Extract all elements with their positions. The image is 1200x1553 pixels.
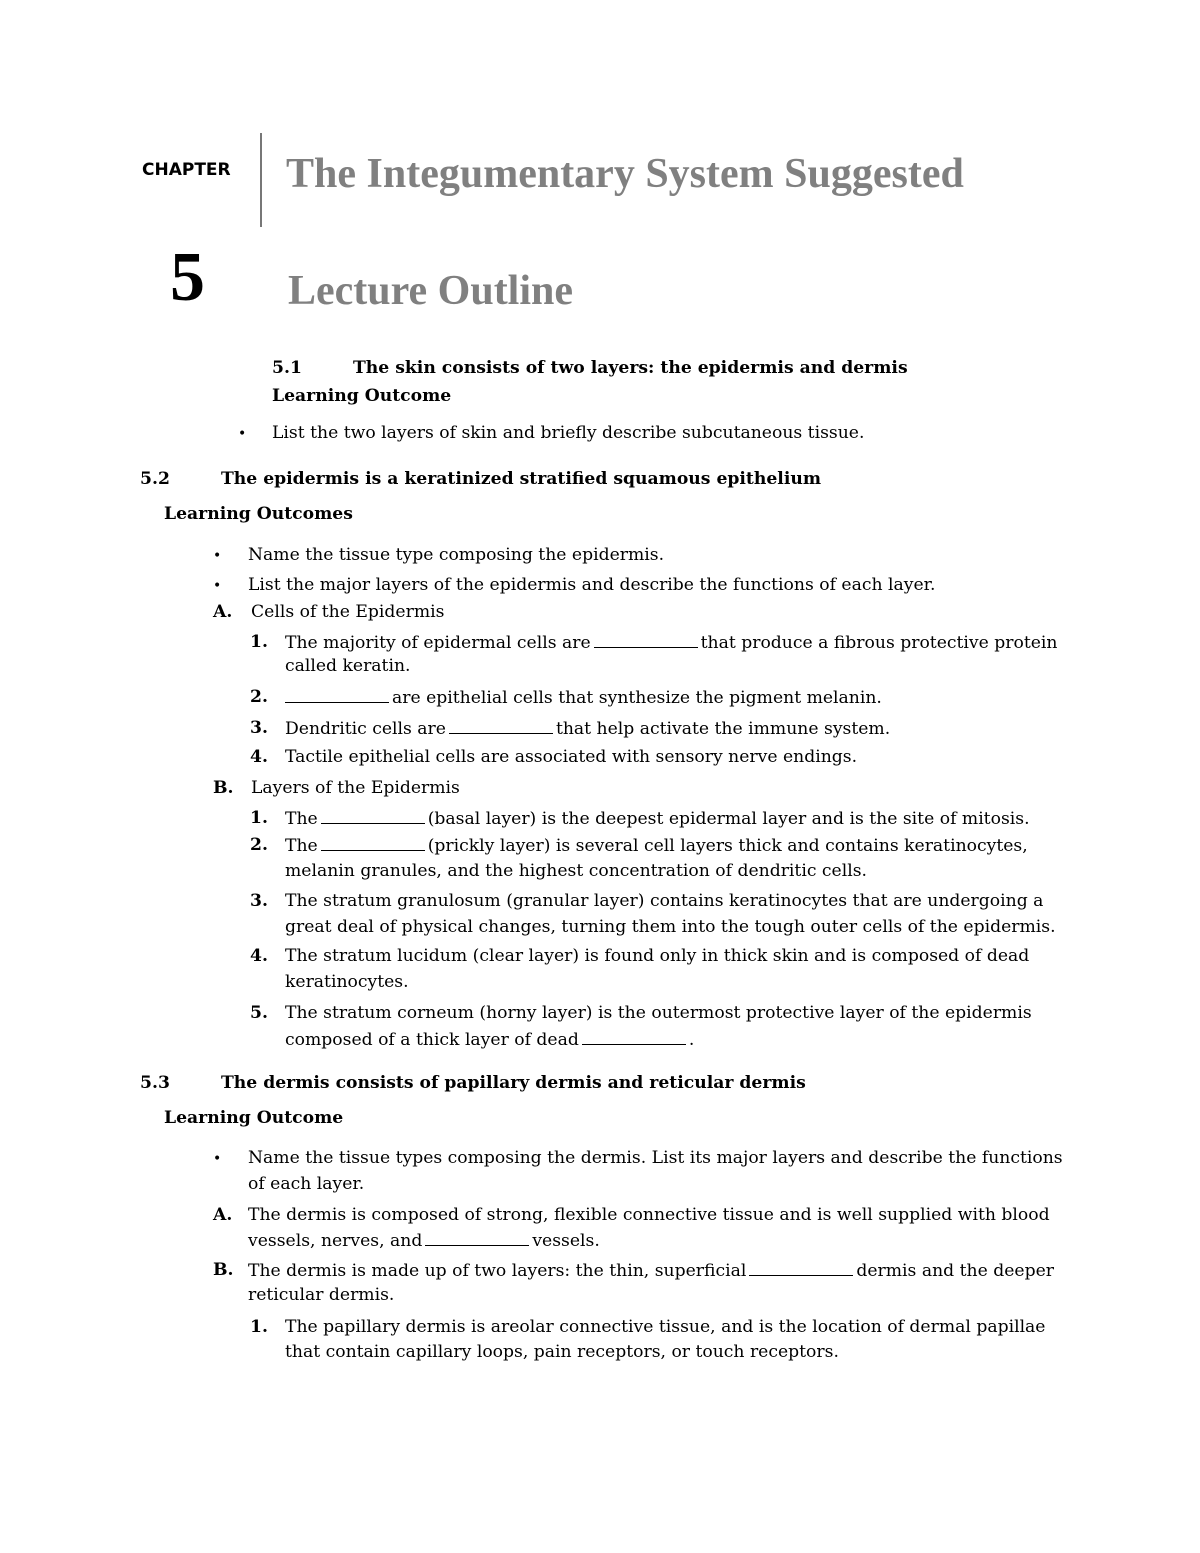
list-item: The stratum lucidum (clear layer) is found only in thick skin and is composed of dead bbox=[285, 946, 1030, 966]
section-5-2-outcome-2: List the major layers of the epidermis and describe the functions of each layer. bbox=[248, 575, 936, 595]
list-marker-A: A. bbox=[213, 1205, 233, 1225]
section-5-3-outcome: Name the tissue types composing the dermis. List its major layers and describe the functions bbox=[248, 1148, 1063, 1168]
header-divider bbox=[260, 133, 262, 227]
item-number: 1. bbox=[250, 1317, 268, 1337]
list-item: The papillary dermis is areolar connective tissue, and is the location of dermal papillae bbox=[285, 1317, 1046, 1337]
bullet-marker: • bbox=[213, 1151, 222, 1167]
list-item: are epithelial cells that synthesize the pigment melanin. bbox=[282, 687, 882, 708]
list-item: Tactile epithelial cells are associated with sensory nerve endings. bbox=[285, 747, 858, 767]
fill-in-blank[interactable] bbox=[582, 1029, 686, 1045]
chapter-title-line2: Lecture Outline bbox=[288, 268, 574, 314]
fill-in-blank[interactable] bbox=[321, 835, 425, 851]
list-item-continuation: vessels, nerves, and vessels. bbox=[248, 1231, 600, 1251]
fill-in-blank[interactable] bbox=[449, 718, 553, 734]
bullet-marker: • bbox=[213, 548, 222, 564]
section-5-2-outcome-1: Name the tissue type composing the epidermis. bbox=[248, 545, 665, 565]
item-number: 4. bbox=[250, 946, 268, 966]
list-item-continuation: that contain capillary loops, pain receptors, or touch receptors. bbox=[285, 1342, 839, 1362]
fill-in-blank[interactable] bbox=[594, 632, 698, 648]
section-5-1-heading: The skin consists of two layers: the epidermis and dermis bbox=[353, 358, 908, 378]
section-5-3-learning-outcome-label: Learning Outcome bbox=[164, 1108, 344, 1128]
list-item-continuation: keratinocytes. bbox=[285, 972, 409, 992]
section-5-1-number: 5.1 bbox=[272, 358, 302, 378]
list-item-continuation: melanin granules, and the highest concentration of dendritic cells. bbox=[285, 861, 867, 881]
chapter-number: 5 bbox=[170, 239, 205, 316]
item-number: 2. bbox=[250, 835, 268, 855]
list-item-continuation: reticular dermis. bbox=[248, 1285, 395, 1305]
fill-in-blank[interactable] bbox=[321, 808, 425, 824]
section-5-3-heading: The dermis consists of papillary dermis and reticular dermis bbox=[221, 1073, 806, 1093]
fill-in-blank[interactable] bbox=[749, 1260, 853, 1276]
list-item-continuation: great deal of physical changes, turning them into the tough outer cells of the epidermis. bbox=[285, 917, 1056, 937]
list-marker-B: B. bbox=[213, 778, 234, 798]
list-item: The (prickly layer) is several cell layers thick and contains keratinocytes, bbox=[285, 836, 1028, 856]
list-item: The (basal layer) is the deepest epidermal layer and is the site of mitosis. bbox=[285, 809, 1030, 829]
list-item: The dermis is made up of two layers: the thin, superficial dermis and the deeper bbox=[248, 1261, 1054, 1281]
item-number: 2. bbox=[250, 687, 268, 707]
fill-in-blank[interactable] bbox=[425, 1230, 529, 1246]
subsection-B-label: Layers of the Epidermis bbox=[251, 778, 460, 798]
list-marker-A: A. bbox=[213, 602, 233, 622]
chapter-label: CHAPTER bbox=[142, 160, 231, 180]
chapter-title-line1: The Integumentary System Suggested bbox=[286, 151, 964, 197]
list-item-continuation: of each layer. bbox=[248, 1174, 365, 1194]
item-number: 3. bbox=[250, 718, 268, 738]
list-item: The stratum granulosum (granular layer) contains keratinocytes that are undergoing a bbox=[285, 891, 1044, 911]
bullet-marker: • bbox=[238, 426, 247, 442]
list-item: The stratum corneum (horny layer) is the outermost protective layer of the epidermis bbox=[285, 1003, 1032, 1023]
subsection-A-label: Cells of the Epidermis bbox=[251, 602, 445, 622]
list-item-continuation: called keratin. bbox=[285, 656, 411, 676]
item-number: 1. bbox=[250, 632, 268, 652]
section-5-2-number: 5.2 bbox=[140, 469, 170, 489]
item-number: 3. bbox=[250, 891, 268, 911]
section-5-3-number: 5.3 bbox=[140, 1073, 170, 1093]
item-number: 5. bbox=[250, 1003, 268, 1023]
section-5-2-heading: The epidermis is a keratinized stratified squamous epithelium bbox=[221, 469, 822, 489]
list-item: The dermis is composed of strong, flexible connective tissue and is well supplied with blood bbox=[248, 1205, 1050, 1225]
list-item: The majority of epidermal cells are that produce a fibrous protective protein bbox=[285, 633, 1058, 653]
section-5-2-learning-outcomes-label: Learning Outcomes bbox=[164, 504, 353, 524]
list-item: Dendritic cells are that help activate the immune system. bbox=[285, 719, 891, 739]
list-marker-B: B. bbox=[213, 1260, 234, 1280]
item-number: 1. bbox=[250, 808, 268, 828]
bullet-marker: • bbox=[213, 578, 222, 594]
section-5-1-learning-outcome-label: Learning Outcome bbox=[272, 386, 452, 406]
item-number: 4. bbox=[250, 747, 268, 767]
section-5-1-outcome: List the two layers of skin and briefly describe subcutaneous tissue. bbox=[272, 423, 865, 443]
fill-in-blank[interactable] bbox=[285, 687, 389, 703]
list-item-continuation: composed of a thick layer of dead . bbox=[285, 1030, 695, 1050]
